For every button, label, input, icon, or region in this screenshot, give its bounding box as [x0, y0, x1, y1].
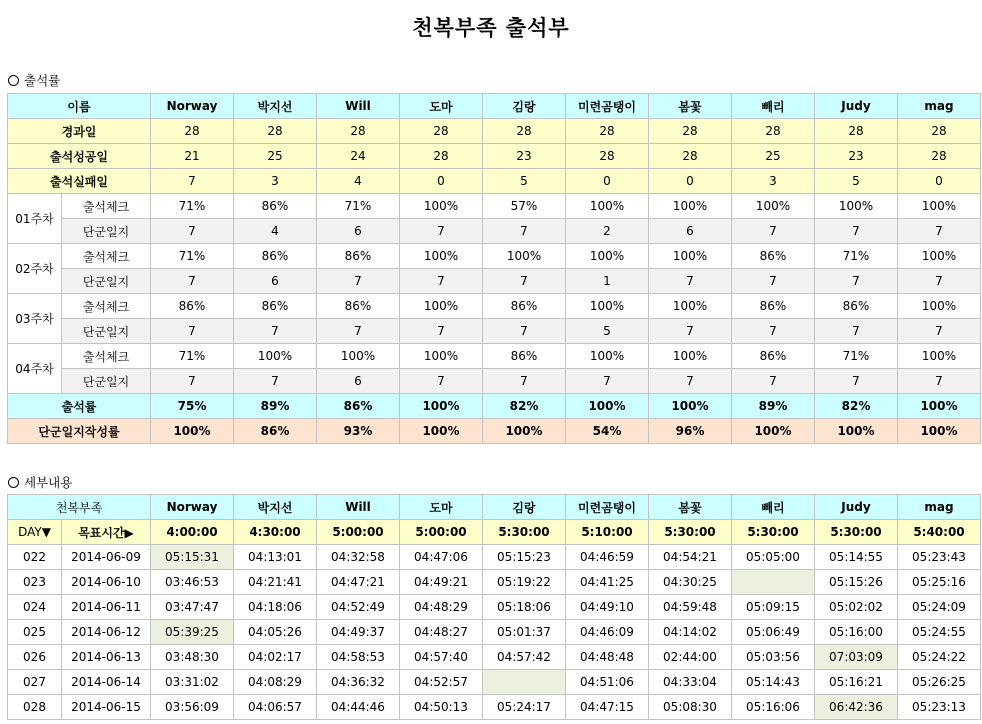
total-value: 96% — [649, 419, 732, 444]
time-cell: 04:58:53 — [317, 645, 400, 670]
time-cell: 04:06:57 — [234, 695, 317, 720]
log-value: 7 — [483, 219, 566, 244]
log-value: 7 — [815, 369, 898, 394]
time-cell: 03:56:09 — [151, 695, 234, 720]
date-cell: 2014-06-13 — [62, 645, 151, 670]
log-value: 7 — [732, 369, 815, 394]
header-row — [8, 94, 981, 119]
member-name-header: 김랑 — [483, 495, 566, 520]
total-value: 100% — [898, 394, 981, 419]
value-cell: 4 — [317, 169, 400, 194]
time-cell: 05:23:43 — [898, 545, 981, 570]
time-cell: 05:19:22 — [483, 570, 566, 595]
log-value: 6 — [317, 369, 400, 394]
check-label: 출석체크 — [62, 194, 151, 219]
member-name-header: Judy — [815, 94, 898, 119]
page-title: 천복부족 출석부 — [412, 16, 570, 40]
total-value: 100% — [815, 419, 898, 444]
check-value: 86% — [732, 294, 815, 319]
value-cell: 3 — [732, 169, 815, 194]
total-value: 82% — [483, 394, 566, 419]
check-value: 100% — [649, 244, 732, 269]
week-label: 02주차 — [8, 244, 62, 294]
check-label: 출석체크 — [62, 244, 151, 269]
check-value: 100% — [400, 244, 483, 269]
week-label: 04주차 — [8, 344, 62, 394]
member-name-header: 김랑 — [483, 94, 566, 119]
date-cell: 2014-06-11 — [62, 595, 151, 620]
log-value: 6 — [234, 269, 317, 294]
time-cell: 05:24:22 — [898, 645, 981, 670]
check-value: 100% — [483, 244, 566, 269]
time-cell: 05:16:06 — [732, 695, 815, 720]
check-value: 100% — [898, 244, 981, 269]
value-cell: 28 — [898, 144, 981, 169]
time-cell: 04:41:25 — [566, 570, 649, 595]
time-cell: 04:32:58 — [317, 545, 400, 570]
log-value: 7 — [649, 269, 732, 294]
target-row — [8, 520, 981, 545]
target-time: 5:10:00 — [566, 520, 649, 545]
check-value: 100% — [898, 344, 981, 369]
value-cell: 7 — [151, 169, 234, 194]
check-value: 100% — [400, 294, 483, 319]
time-cell: 04:49:21 — [400, 570, 483, 595]
time-cell: 05:05:00 — [732, 545, 815, 570]
log-value: 5 — [566, 319, 649, 344]
log-value: 7 — [898, 319, 981, 344]
total-row — [8, 394, 981, 419]
total-value: 54% — [566, 419, 649, 444]
log-value: 1 — [566, 269, 649, 294]
time-cell: 04:47:06 — [400, 545, 483, 570]
day-cell: 026 — [8, 645, 62, 670]
time-cell: 04:48:29 — [400, 595, 483, 620]
total-value: 100% — [400, 419, 483, 444]
value-cell: 28 — [400, 119, 483, 144]
time-cell: 04:57:42 — [483, 645, 566, 670]
time-cell: 05:02:02 — [815, 595, 898, 620]
log-value: 6 — [649, 219, 732, 244]
table-row — [8, 570, 981, 595]
check-value: 100% — [898, 194, 981, 219]
time-cell: 05:09:15 — [732, 595, 815, 620]
value-cell: 21 — [151, 144, 234, 169]
value-cell: 23 — [815, 144, 898, 169]
target-time: 5:30:00 — [483, 520, 566, 545]
log-value: 7 — [151, 269, 234, 294]
day-cell: 022 — [8, 545, 62, 570]
time-cell: 03:46:53 — [151, 570, 234, 595]
value-cell: 25 — [234, 144, 317, 169]
total-value: 93% — [317, 419, 400, 444]
week-label: 01주차 — [8, 194, 62, 244]
time-cell: 04:18:06 — [234, 595, 317, 620]
value-cell: 28 — [317, 119, 400, 144]
log-label: 단군일지 — [62, 269, 151, 294]
section-attendance-rate-label: 출석률 — [24, 73, 61, 88]
week-check-row — [8, 194, 981, 219]
log-label: 단군일지 — [62, 369, 151, 394]
value-cell: 0 — [649, 169, 732, 194]
value-cell: 5 — [483, 169, 566, 194]
check-value: 100% — [815, 194, 898, 219]
log-value: 7 — [898, 369, 981, 394]
log-value: 4 — [234, 219, 317, 244]
time-cell: 07:03:09 — [815, 645, 898, 670]
time-cell: 04:21:41 — [234, 570, 317, 595]
time-cell: 04:50:13 — [400, 695, 483, 720]
log-value: 7 — [649, 319, 732, 344]
total-value: 100% — [566, 394, 649, 419]
value-cell: 28 — [649, 144, 732, 169]
details-table — [7, 494, 981, 720]
member-name-header: Norway — [151, 94, 234, 119]
log-value: 7 — [732, 219, 815, 244]
value-cell: 28 — [815, 119, 898, 144]
value-cell: 24 — [317, 144, 400, 169]
log-value: 7 — [483, 269, 566, 294]
total-value: 100% — [898, 419, 981, 444]
time-cell: 04:51:06 — [566, 670, 649, 695]
date-cell: 2014-06-10 — [62, 570, 151, 595]
check-value: 100% — [234, 344, 317, 369]
target-time: 5:30:00 — [732, 520, 815, 545]
day-header: DAY▼ — [8, 520, 62, 545]
circle-icon — [8, 477, 19, 488]
time-cell: 05:39:25 — [151, 620, 234, 645]
check-value: 86% — [234, 294, 317, 319]
log-value: 7 — [234, 319, 317, 344]
log-value: 7 — [151, 369, 234, 394]
row-label: 출석성공일 — [8, 144, 151, 169]
log-value: 7 — [400, 319, 483, 344]
time-cell: 04:49:10 — [566, 595, 649, 620]
check-value: 100% — [732, 194, 815, 219]
time-cell: 04:44:46 — [317, 695, 400, 720]
time-cell: 04:48:48 — [566, 645, 649, 670]
target-time: 4:30:00 — [234, 520, 317, 545]
time-cell: 05:18:06 — [483, 595, 566, 620]
check-value: 86% — [732, 244, 815, 269]
day-cell: 024 — [8, 595, 62, 620]
time-cell: 04:47:21 — [317, 570, 400, 595]
target-time: 5:00:00 — [317, 520, 400, 545]
log-value: 6 — [317, 219, 400, 244]
check-value: 100% — [649, 194, 732, 219]
check-value: 100% — [566, 194, 649, 219]
time-cell: 03:48:30 — [151, 645, 234, 670]
log-value: 7 — [483, 319, 566, 344]
time-cell: 04:46:09 — [566, 620, 649, 645]
value-cell: 28 — [234, 119, 317, 144]
check-value: 86% — [732, 344, 815, 369]
time-cell: 04:14:02 — [649, 620, 732, 645]
log-label: 단군일지 — [62, 219, 151, 244]
time-cell: 05:16:21 — [815, 670, 898, 695]
member-name-header: 봄꽃 — [649, 495, 732, 520]
check-value: 100% — [898, 294, 981, 319]
target-time: 4:00:00 — [151, 520, 234, 545]
time-cell: 04:57:40 — [400, 645, 483, 670]
time-cell: 02:44:00 — [649, 645, 732, 670]
member-name-header: Judy — [815, 495, 898, 520]
time-cell — [483, 670, 566, 695]
time-cell: 05:15:31 — [151, 545, 234, 570]
section-attendance-rate — [8, 71, 60, 89]
member-name-header: 빼리 — [732, 495, 815, 520]
date-cell: 2014-06-15 — [62, 695, 151, 720]
check-value: 86% — [234, 194, 317, 219]
week-log-row — [8, 269, 981, 294]
total-value: 100% — [483, 419, 566, 444]
time-cell: 04:13:01 — [234, 545, 317, 570]
log-value: 7 — [815, 219, 898, 244]
member-name-header: 미련곰탱이 — [566, 94, 649, 119]
time-cell: 05:06:49 — [732, 620, 815, 645]
time-cell: 04:54:21 — [649, 545, 732, 570]
check-value: 86% — [815, 294, 898, 319]
log-label: 단군일지 — [62, 319, 151, 344]
check-label: 출석체크 — [62, 294, 151, 319]
target-time: 5:40:00 — [898, 520, 981, 545]
log-value: 7 — [483, 369, 566, 394]
time-cell: 05:25:16 — [898, 570, 981, 595]
table-row — [8, 645, 981, 670]
check-value: 86% — [317, 244, 400, 269]
time-cell: 05:26:25 — [898, 670, 981, 695]
day-cell: 028 — [8, 695, 62, 720]
value-cell: 28 — [400, 144, 483, 169]
table-row — [8, 144, 981, 169]
time-cell: 04:52:49 — [317, 595, 400, 620]
log-value: 2 — [566, 219, 649, 244]
check-value: 71% — [151, 244, 234, 269]
circle-icon — [8, 75, 19, 86]
week-check-row — [8, 294, 981, 319]
value-cell: 28 — [898, 119, 981, 144]
time-cell: 05:16:00 — [815, 620, 898, 645]
total-value: 100% — [732, 419, 815, 444]
time-cell: 04:36:32 — [317, 670, 400, 695]
member-name-header: Will — [317, 94, 400, 119]
time-cell: 05:14:55 — [815, 545, 898, 570]
check-value: 100% — [400, 194, 483, 219]
log-value: 7 — [234, 369, 317, 394]
time-cell: 05:01:37 — [483, 620, 566, 645]
check-value: 71% — [815, 344, 898, 369]
total-value: 82% — [815, 394, 898, 419]
header-row — [8, 495, 981, 520]
row-label: 경과일 — [8, 119, 151, 144]
member-name-header: Will — [317, 495, 400, 520]
log-value: 7 — [400, 369, 483, 394]
log-value: 7 — [649, 369, 732, 394]
total-value: 89% — [732, 394, 815, 419]
table-row — [8, 695, 981, 720]
check-value: 100% — [566, 344, 649, 369]
total-label: 출석률 — [8, 394, 151, 419]
value-cell: 5 — [815, 169, 898, 194]
time-cell: 05:08:30 — [649, 695, 732, 720]
week-check-row — [8, 344, 981, 369]
member-name-header: 빼리 — [732, 94, 815, 119]
log-value: 7 — [400, 219, 483, 244]
day-cell: 027 — [8, 670, 62, 695]
section-details — [8, 473, 72, 491]
target-time: 5:30:00 — [649, 520, 732, 545]
time-cell: 05:24:55 — [898, 620, 981, 645]
value-cell: 23 — [483, 144, 566, 169]
log-value: 7 — [898, 219, 981, 244]
check-value: 100% — [400, 344, 483, 369]
total-value: 100% — [649, 394, 732, 419]
attendance-rate-table — [7, 93, 981, 444]
time-cell: 05:24:09 — [898, 595, 981, 620]
name-header: 이름 — [8, 94, 151, 119]
time-cell: 05:14:43 — [732, 670, 815, 695]
time-cell: 04:02:17 — [234, 645, 317, 670]
date-cell: 2014-06-12 — [62, 620, 151, 645]
total-value: 100% — [400, 394, 483, 419]
value-cell: 0 — [400, 169, 483, 194]
time-cell: 04:46:59 — [566, 545, 649, 570]
time-cell: 04:47:15 — [566, 695, 649, 720]
check-value: 71% — [815, 244, 898, 269]
total-value: 100% — [151, 419, 234, 444]
target-time: 5:30:00 — [815, 520, 898, 545]
member-name-header: 도마 — [400, 94, 483, 119]
value-cell: 0 — [898, 169, 981, 194]
value-cell: 28 — [483, 119, 566, 144]
date-cell: 2014-06-09 — [62, 545, 151, 570]
value-cell: 28 — [732, 119, 815, 144]
check-value: 71% — [317, 194, 400, 219]
check-value: 71% — [151, 344, 234, 369]
check-value: 86% — [483, 294, 566, 319]
log-value: 7 — [317, 269, 400, 294]
total-value: 89% — [234, 394, 317, 419]
check-value: 86% — [151, 294, 234, 319]
time-cell: 04:33:04 — [649, 670, 732, 695]
table-row — [8, 620, 981, 645]
time-cell: 05:15:23 — [483, 545, 566, 570]
log-value: 7 — [317, 319, 400, 344]
time-cell: 04:30:25 — [649, 570, 732, 595]
member-name-header: mag — [898, 94, 981, 119]
table-row — [8, 119, 981, 144]
time-cell: 04:59:48 — [649, 595, 732, 620]
time-cell: 04:48:27 — [400, 620, 483, 645]
time-cell: 03:47:47 — [151, 595, 234, 620]
table-row — [8, 595, 981, 620]
check-value: 100% — [649, 294, 732, 319]
day-cell: 023 — [8, 570, 62, 595]
log-value: 7 — [151, 319, 234, 344]
total-value: 86% — [234, 419, 317, 444]
check-value: 100% — [649, 344, 732, 369]
total-label: 단군일지작성률 — [8, 419, 151, 444]
check-value: 86% — [234, 244, 317, 269]
check-value: 86% — [483, 344, 566, 369]
week-log-row — [8, 319, 981, 344]
check-label: 출석체크 — [62, 344, 151, 369]
day-cell: 025 — [8, 620, 62, 645]
member-name-header: 박지선 — [234, 94, 317, 119]
check-value: 86% — [317, 294, 400, 319]
check-value: 100% — [317, 344, 400, 369]
time-cell: 05:15:26 — [815, 570, 898, 595]
time-cell: 05:03:56 — [732, 645, 815, 670]
target-time: 5:00:00 — [400, 520, 483, 545]
value-cell: 25 — [732, 144, 815, 169]
log-value: 7 — [815, 319, 898, 344]
value-cell: 3 — [234, 169, 317, 194]
week-label: 03주차 — [8, 294, 62, 344]
member-name-header: mag — [898, 495, 981, 520]
log-value: 7 — [566, 369, 649, 394]
table-row — [8, 169, 981, 194]
value-cell: 28 — [151, 119, 234, 144]
member-name-header: 미련곰탱이 — [566, 495, 649, 520]
total-row — [8, 419, 981, 444]
log-value: 7 — [732, 319, 815, 344]
value-cell: 28 — [649, 119, 732, 144]
date-cell: 2014-06-14 — [62, 670, 151, 695]
check-value: 100% — [566, 294, 649, 319]
time-cell: 04:08:29 — [234, 670, 317, 695]
table-row — [8, 545, 981, 570]
member-name-header: Norway — [151, 495, 234, 520]
time-cell: 03:31:02 — [151, 670, 234, 695]
row-label: 출석실패일 — [8, 169, 151, 194]
week-check-row — [8, 244, 981, 269]
time-cell: 05:24:17 — [483, 695, 566, 720]
member-name-header: 봄꽃 — [649, 94, 732, 119]
log-value: 7 — [732, 269, 815, 294]
time-cell: 05:23:13 — [898, 695, 981, 720]
log-value: 7 — [400, 269, 483, 294]
table-row — [8, 670, 981, 695]
time-cell: 06:42:36 — [815, 695, 898, 720]
value-cell: 28 — [566, 144, 649, 169]
check-value: 57% — [483, 194, 566, 219]
log-value: 7 — [151, 219, 234, 244]
time-cell: 04:52:57 — [400, 670, 483, 695]
member-name-header: 박지선 — [234, 495, 317, 520]
week-log-row — [8, 369, 981, 394]
log-value: 7 — [815, 269, 898, 294]
week-log-row — [8, 219, 981, 244]
time-cell — [732, 570, 815, 595]
time-cell: 04:05:26 — [234, 620, 317, 645]
total-value: 86% — [317, 394, 400, 419]
check-value: 100% — [566, 244, 649, 269]
check-value: 71% — [151, 194, 234, 219]
value-cell: 0 — [566, 169, 649, 194]
section-details-label: 세부내용 — [24, 475, 73, 490]
time-cell: 04:49:37 — [317, 620, 400, 645]
target-header: 목표시간▶ — [62, 520, 151, 545]
member-name-header: 도마 — [400, 495, 483, 520]
total-value: 75% — [151, 394, 234, 419]
value-cell: 28 — [566, 119, 649, 144]
log-value: 7 — [898, 269, 981, 294]
group-header: 천복부족 — [8, 495, 151, 520]
